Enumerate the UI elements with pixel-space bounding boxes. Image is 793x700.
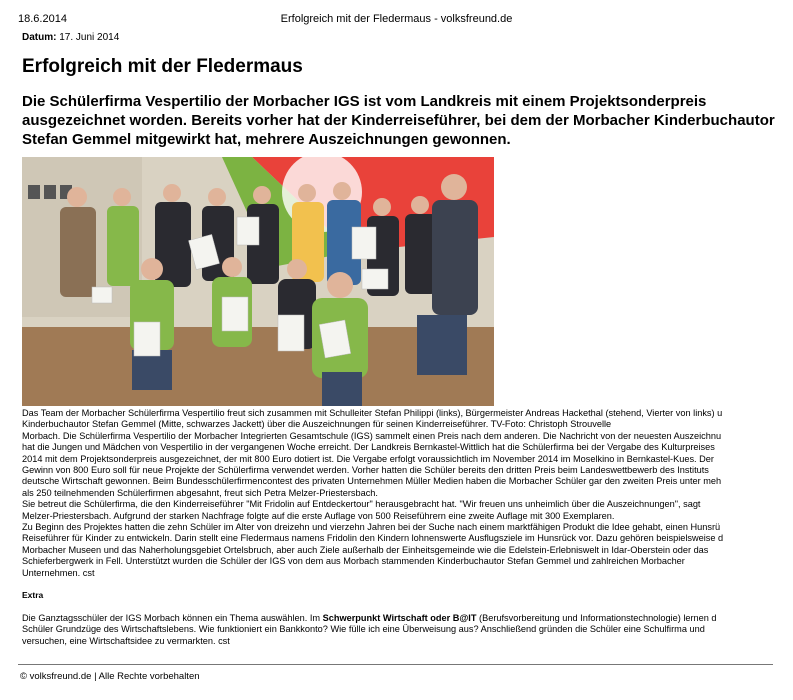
- article-body: [22, 408, 793, 579]
- body-line: hat die Jungen und Mädchen von Vespertilio in der vergangenen Woche erreicht. Der Landkreis Bernkastel-Wittlich hat die Schülerfirma bei der Vergabe des Kulturpreises: [22, 442, 715, 453]
- extra-line: Schüler Grundzüge des Wirtschaftslebens. Wie funktioniert ein Bankkonto? Wie fülle ich eine Überweisung aus? Anschließend gründen die Schüler eine Schulfirma und: [22, 624, 705, 635]
- extra-line: versuchen, eine Wirtschaftsidee zu vermarkten. cst: [22, 635, 230, 646]
- body-line: Gewinn von 800 Euro soll für neue Projekte der Schülerfirma verwendet werden. Vorher hatten die Schüler bereits den dritten Preis beim Landeswettbewerb des Instituts: [22, 465, 709, 476]
- page-header-date: 18.6.2014: [18, 13, 67, 25]
- body-line: Kinderbuchautor Stefan Gemmel (Mitte, schwarzes Jackett) über die Auszeichnungen für seinen Kinderreiseführer. TV-Foto: Christoph Strouvelle: [22, 419, 612, 430]
- group-photo-illustration: [22, 157, 494, 406]
- extra-line1-b: Schwerpunkt Wirtschaft oder B@IT: [322, 613, 477, 623]
- body-line: Morbacher Museen und das Naherholungsgebiet Ortelsbruch, aber auch Ziele außerhalb der Einheitsgemeinde wie die Edelstein-Erlebniswelt in Idar-Oberstein oder das: [22, 544, 709, 555]
- body-line: Morbach. Die Schülerfirma Vespertilio der Morbacher Integrierten Gesamtschule (IGS) sammelt einen Preis nach dem anderen. Die Nachricht von der neuesten Auszeichnu: [22, 430, 722, 441]
- footer-copyright: © volksfreund.de | Alle Rechte vorbehalten: [20, 671, 200, 682]
- article-photo: [22, 157, 494, 406]
- extra-heading: Extra: [22, 590, 44, 600]
- body-line: Melzer-Priestersbach. Aufgrund der starken Nachfrage folgte auf die erste Auflage von 500 Reiseführern eine zweite Auflage mit 300 Exemplaren.: [22, 510, 615, 521]
- body-line: Zu Beginn des Projektes hatten die zehn Schüler im Alter von dreizehn und vierzehn Jahren bei der Suche nach einem marktfähigen Produkt die Idee gehabt, einen Hunsrü: [22, 522, 721, 533]
- footer-divider: [18, 664, 773, 665]
- body-line: Reiseführer für Kinder zu entwickeln. Darin stellt eine Fledermaus namens Fridolin den Kindern lohnenswerte Ausflugsziele im Hunsrück vor. Dazu gehören beispielsweise d: [22, 533, 724, 544]
- body-line: Schieferbergwerk in Fell. Unterstützt wurden die Schüler der IGS von dem aus Morbach stammenden Kinderbuchautor Stefan Gemmel und zahlreichen Morbacher: [22, 556, 685, 567]
- body-line: deutsche Wirtschaft gewonnen. Beim Bundesschülerfirmencontest des privaten Unternehmen Müller Medien haben die Morbacher Schüler gar den zweiten Preis unter meh: [22, 476, 722, 487]
- datum-value: 17. Juni 2014: [59, 32, 120, 43]
- page-header-title: Erfolgreich mit der Fledermaus - volksfreund.de: [280, 13, 513, 25]
- body-line: als 250 teilnehmenden Schülerfirmen abgesahnt, freut sich Petra Melzer-Priestersbach.: [22, 487, 378, 498]
- article-date: [22, 32, 119, 43]
- body-line: Unternehmen. cst: [22, 567, 95, 578]
- datum-label: Datum:: [22, 32, 57, 43]
- article-lead: Die Schülerfirma Vespertilio der Morbacher IGS ist vom Landkreis mit einem Projektsonderpreis ausgezeichnet worden. Bereits vorher hat der Kinderreiseführer, bei dem der Morbacher Kinderbuchautor Stefan Gemmel mitgewirkt hat, mehrere Auszeichnungen gewonnen.: [22, 93, 775, 148]
- extra-body: [22, 613, 793, 647]
- extra-line: [22, 613, 793, 624]
- body-line: Sie betreut die Schülerfirma, die den Kinderreiseführer "Mit Fridolin auf Entdeckertour" herausgebracht hat. "Wir freuen uns unheimlich über die Auszeichnungen", sagt: [22, 499, 701, 510]
- body-line: 2014 mit dem Projektsonderpreis ausgezeichnet, der mit 800 Euro dotiert ist. Die Vergabe erfolgt voraussichtlich im November 2014 im Moselkino in Bernkastel-Kues. Der: [22, 453, 714, 464]
- extra-line1-a: Die Ganztagsschüler der IGS Morbach können ein Thema auswählen. Im: [22, 613, 323, 623]
- article-title: Erfolgreich mit der Fledermaus: [22, 56, 303, 77]
- body-line: Das Team der Morbacher Schülerfirma Vespertilio freut sich zusammen mit Schulleiter Stefan Philippi (links), Bürgermeister Andreas Hackethal (stehend, Vierter von links) u: [22, 408, 723, 418]
- extra-line1-c: (Berufsvorbereitung und Informationstechnologie) lernen d: [476, 613, 717, 623]
